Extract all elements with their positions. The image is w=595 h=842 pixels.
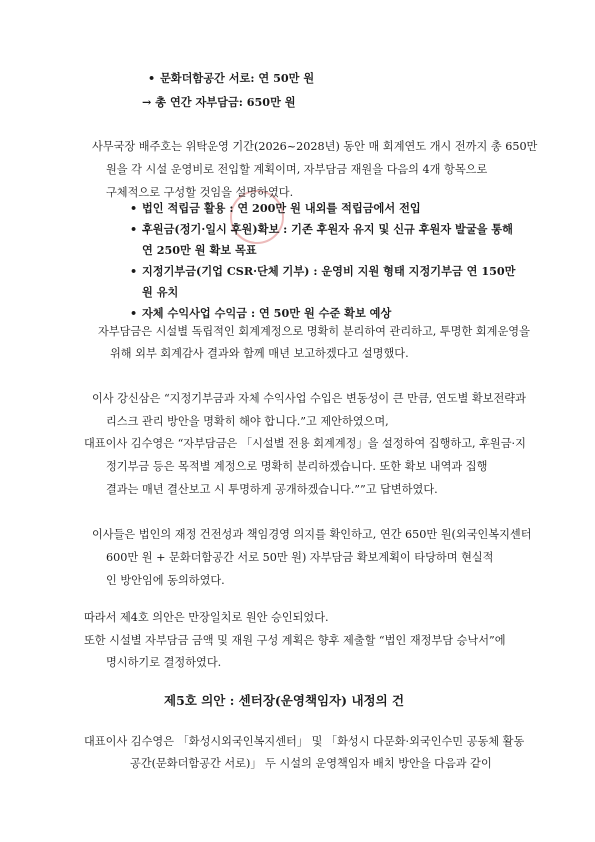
text-line: 따라서 제4호 의안은 만장일치로 원안 승인되었다. bbox=[84, 611, 329, 624]
text-line: 대표이사 김수영은 “자부담금은 「시설별 전용 회계계정」을 설정하여 집행하고, 후원금·지 bbox=[84, 437, 526, 450]
text-line: 대표이사 김수영은 「화성시외국인복지센터」 및 「화성시 다문화·외국인수민 공동체 활동 bbox=[84, 735, 525, 748]
agenda-heading: 제5호 의안 : 센터장(운영책임자) 내정의 건 bbox=[164, 693, 405, 708]
text-line: 공간(문화더함공간 서로)」 두 시설의 운영책임자 배치 방안을 다음과 같이 bbox=[130, 757, 492, 770]
bullet-icon: • bbox=[130, 222, 138, 236]
text-line: 이사들은 법인의 재정 건전성과 책임경영 의지를 확인하고, 연간 650만 원(외국인복지센터 bbox=[92, 528, 532, 541]
text-line: 이사 강신삼은 “지정기부금과 자체 수익사업 수입은 변동성이 큰 만큼, 연도별 확보전략과 bbox=[92, 392, 526, 405]
text-line: 리스크 관리 방안을 명확히 해야 합니다.”고 제안하였으며, bbox=[106, 415, 389, 428]
bullet-item: • 후원금(정기·일시 후원)확보 : 기존 후원자 유지 및 신규 후원자 발굴을 통해 bbox=[130, 222, 513, 236]
bullet-item: • 지정기부금(기업 CSR·단체 기부) : 운영비 지원 형태 지정기부금 연 150만 bbox=[130, 264, 516, 278]
bullet-icon: • bbox=[130, 201, 138, 215]
total-line: → 총 연간 자부담금: 650만 원 bbox=[142, 95, 296, 109]
text-line: 구체적으로 구성할 것임을 설명하였다. bbox=[106, 186, 294, 199]
text-line: 인 방안임에 동의하였다. bbox=[106, 574, 225, 587]
text-line: 600만 원 + 문화더함공간 서로 50만 원) 자부담금 확보계획이 타당하며 현실적 bbox=[106, 551, 494, 564]
bullet-icon: • bbox=[130, 306, 138, 320]
text-line: 자부담금은 시설별 독립적인 회계계정으로 명확히 분리하여 관리하고, 투명한 회계운영을 bbox=[98, 325, 530, 338]
bullet-item: • 문화더함공간 서로: 연 50만 원 bbox=[148, 71, 315, 85]
bullet-item-cont: 연 250만 원 확보 목표 bbox=[142, 243, 257, 257]
text-line: 정기부금 등은 목적별 계정으로 명확히 분리하겠습니다. 또한 확보 내역과 집행 bbox=[106, 460, 488, 473]
bullet-item: • 법인 적립금 활용 : 연 200만 원 내외를 적립금에서 전입 bbox=[130, 201, 421, 215]
bullet-icon: • bbox=[148, 71, 156, 85]
text-line: 명시하기로 결정하였다. bbox=[106, 656, 222, 669]
bullet-item-cont: 원 유치 bbox=[142, 285, 179, 299]
text-line: 또한 시설별 자부담금 금액 및 재원 구성 계획은 향후 제출할 “법인 재정부담 승낙서”에 bbox=[84, 634, 506, 647]
text-line: 결과는 매년 결산보고 시 투명하게 공개하겠습니다.””고 답변하였다. bbox=[106, 483, 438, 496]
text-line: 위해 외부 회계감사 결과와 함께 매년 보고하겠다고 설명했다. bbox=[110, 347, 409, 360]
text-line: 원을 각 시설 운영비로 전입할 계획이며, 자부담금 재원을 다음의 4개 항목으로 bbox=[106, 163, 488, 176]
bullet-item: • 자체 수익사업 수익금 : 연 50만 원 수준 확보 예상 bbox=[130, 306, 392, 320]
bullet-icon: • bbox=[130, 264, 138, 278]
text-line: 사무국장 배주호는 위탁운영 기간(2026~2028년) 동안 매 회계연도 개시 전까지 총 650만 bbox=[92, 140, 538, 153]
